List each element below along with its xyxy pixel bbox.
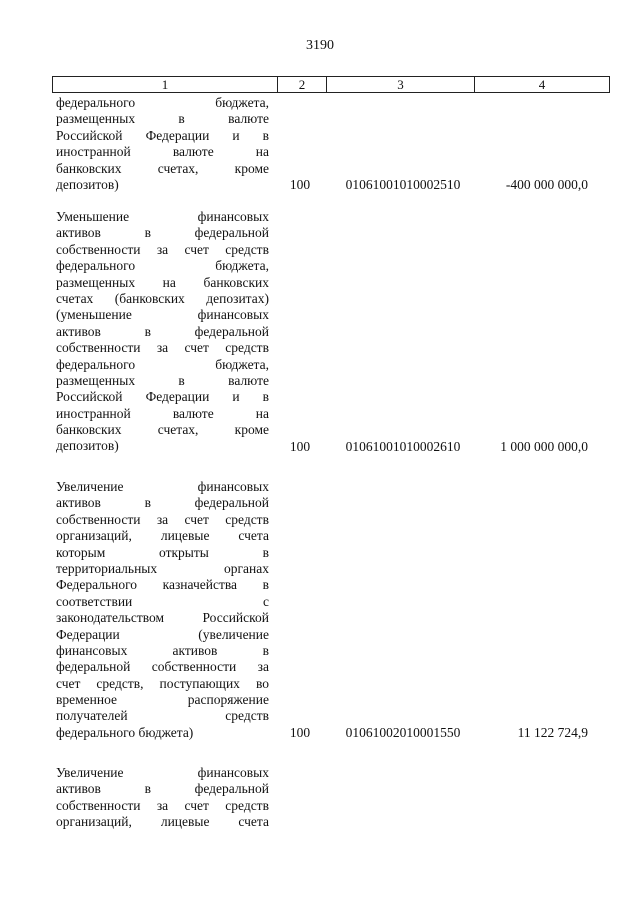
description-word: Федерации (145, 389, 210, 405)
description-word: Увеличение (56, 765, 124, 780)
row-description (56, 765, 269, 831)
description-line (56, 725, 269, 741)
description-word: на (162, 274, 176, 290)
description-word: Увеличение (56, 479, 124, 494)
description-line (56, 357, 269, 373)
description-word: активов (56, 323, 101, 339)
description-word: собственности (56, 340, 141, 356)
description-word: во (255, 675, 269, 691)
description-line (56, 708, 269, 724)
description-word: с (263, 593, 269, 609)
table-header (52, 76, 610, 93)
description-word: законодательством (56, 610, 165, 626)
description-word: счетах, (157, 160, 199, 176)
description-line (56, 144, 269, 160)
description-word: валюте (172, 144, 214, 160)
description-word: активов (56, 495, 101, 511)
description-word: кроме (234, 422, 269, 438)
description-word: Российской (56, 127, 123, 143)
description-word: собственности (56, 797, 141, 813)
description-line (56, 643, 269, 659)
description-line (56, 242, 269, 258)
description-word: размещенных (56, 274, 136, 290)
description-word: депозитов) (56, 176, 119, 192)
description-line (56, 692, 269, 708)
description-line (56, 177, 269, 193)
description-word: в (144, 495, 151, 511)
description-word: федеральной (194, 781, 269, 797)
description-word: счет (184, 241, 209, 257)
description-word: за (156, 797, 169, 813)
description-word: соответствии (56, 593, 133, 609)
description-word: за (257, 659, 269, 675)
description-line (56, 610, 269, 626)
description-word: бюджета, (215, 258, 269, 274)
description-word: активов (56, 781, 101, 797)
description-line (56, 512, 269, 528)
header-col-1: 1 (53, 77, 278, 92)
description-word: средств, (96, 675, 144, 691)
description-word: за (156, 340, 169, 356)
description-line (56, 406, 269, 422)
description-word: Федерального (56, 577, 138, 593)
description-word: размещенных (56, 111, 136, 127)
description-word: федерального бюджета) (56, 724, 194, 740)
description-line (56, 561, 269, 577)
header-col-4: 4 (538, 77, 546, 92)
description-word: в (262, 127, 269, 143)
description-word: за (156, 511, 169, 527)
description-word: банковских (56, 160, 122, 176)
description-word: и (232, 127, 240, 143)
description-word: органах (224, 560, 269, 576)
description-line (56, 438, 269, 454)
row-amount: 1 000 000 000,0 (500, 438, 588, 454)
description-word: собственности (56, 241, 141, 257)
description-line (56, 291, 269, 307)
description-word: финансовых (197, 479, 269, 494)
description-line (56, 258, 269, 274)
row-description (56, 479, 269, 741)
description-word: счета (238, 528, 269, 544)
description-word: федеральной (194, 323, 269, 339)
description-word: счет (184, 340, 209, 356)
description-word: федеральной (56, 659, 131, 675)
description-word: на (255, 405, 269, 421)
description-word: Российской (202, 610, 269, 626)
description-word: депозитов) (56, 438, 119, 454)
description-word: банковских (56, 422, 122, 438)
description-word: средств (225, 340, 269, 356)
description-line (56, 765, 269, 781)
description-line (56, 275, 269, 291)
description-word: иностранной (56, 405, 131, 421)
description-word: Уменьшение (56, 209, 130, 224)
description-line (56, 814, 269, 830)
description-word: счетах, (157, 422, 199, 438)
description-line (56, 676, 269, 692)
description-line (56, 594, 269, 610)
description-word: активов (172, 642, 218, 658)
row-amount: 11 122 724,9 (517, 725, 588, 740)
description-word: (банковских (114, 290, 185, 306)
description-line (56, 781, 269, 797)
description-word: на (255, 144, 269, 160)
description-word: организаций, (56, 528, 132, 544)
page-number: 3190 (306, 38, 334, 53)
description-word: собственности (56, 511, 141, 527)
description-word: финансовых (56, 642, 128, 658)
description-line (56, 324, 269, 340)
row-description (56, 209, 269, 455)
row-code-column-3: 01061001010002610 (345, 438, 461, 454)
description-word: в (262, 642, 269, 658)
description-word: банковских (203, 274, 269, 290)
description-word: счетах (56, 290, 94, 306)
description-line (56, 340, 269, 356)
description-word: и (232, 389, 240, 405)
description-line (56, 209, 269, 225)
description-word: поступающих (159, 675, 240, 691)
description-word: (уменьшение (56, 307, 132, 323)
row-code-column-2: 100 (289, 725, 311, 740)
description-word: которым (56, 544, 106, 560)
description-word: счет (56, 675, 81, 691)
description-word: средств (225, 511, 269, 527)
description-line (56, 479, 269, 495)
row-code-column-3: 01061002010001550 (345, 725, 461, 740)
description-word: Федерации (56, 626, 120, 642)
description-line (56, 389, 269, 405)
description-word: в (262, 544, 269, 560)
description-word: средств (225, 708, 269, 724)
description-word: счета (238, 814, 269, 830)
description-word: в (144, 323, 151, 339)
description-line (56, 659, 269, 675)
row-code-column-2: 100 (289, 438, 311, 454)
description-line (56, 95, 269, 111)
description-line (56, 111, 269, 127)
header-col-3: 3 (327, 77, 475, 92)
description-word: лицевые (160, 528, 210, 544)
description-line (56, 627, 269, 643)
description-word: в (178, 111, 185, 127)
description-word: счет (184, 511, 209, 527)
description-line (56, 577, 269, 593)
description-word: средств (225, 241, 269, 257)
description-word: территориальных (56, 560, 158, 576)
header-col-2: 2 (278, 77, 327, 92)
description-line (56, 373, 269, 389)
description-word: бюджета, (215, 95, 269, 110)
description-line (56, 528, 269, 544)
description-word: федерального (56, 356, 136, 372)
description-word: казначейства (162, 577, 238, 593)
description-word: временное (56, 692, 118, 708)
description-line (56, 545, 269, 561)
description-line (56, 307, 269, 323)
row-code-column-2: 100 (289, 177, 311, 192)
description-word: собственности (151, 659, 237, 675)
row-code-column-3: 01061001010002510 (345, 177, 461, 192)
description-word: Российской (56, 389, 123, 405)
description-word: валюте (228, 111, 269, 127)
description-word: в (262, 389, 269, 405)
description-line (56, 161, 269, 177)
description-word: распоряжение (187, 692, 269, 708)
description-word: федерального (56, 95, 136, 110)
description-word: кроме (234, 160, 269, 176)
description-line (56, 422, 269, 438)
description-word: в (178, 372, 185, 388)
description-word: финансовых (197, 209, 269, 224)
description-word: в (144, 225, 151, 241)
description-word: бюджета, (215, 356, 269, 372)
description-word: средств (225, 797, 269, 813)
description-word: за (156, 241, 169, 257)
description-word: (увеличение (198, 626, 269, 642)
description-word: федеральной (194, 495, 269, 511)
description-word: иностранной (56, 144, 131, 160)
description-line (56, 128, 269, 144)
description-line (56, 495, 269, 511)
description-word: открыты (159, 544, 209, 560)
description-word: в (262, 577, 269, 593)
description-word: федерального (56, 258, 136, 274)
description-line (56, 798, 269, 814)
description-word: лицевые (160, 814, 210, 830)
row-description (56, 95, 269, 193)
description-word: в (144, 781, 151, 797)
description-word: федеральной (194, 225, 269, 241)
description-word: активов (56, 225, 101, 241)
description-word: финансовых (197, 765, 269, 780)
row-amount: -400 000 000,0 (505, 177, 588, 192)
description-word: депозитах) (206, 290, 269, 306)
description-word: Федерации (145, 127, 210, 143)
description-word: счет (184, 797, 209, 813)
description-line (56, 225, 269, 241)
description-word: организаций, (56, 814, 132, 830)
description-word: финансовых (197, 307, 269, 323)
description-word: получателей (56, 708, 128, 724)
description-word: размещенных (56, 372, 136, 388)
description-word: валюте (172, 405, 214, 421)
description-word: валюте (228, 372, 269, 388)
